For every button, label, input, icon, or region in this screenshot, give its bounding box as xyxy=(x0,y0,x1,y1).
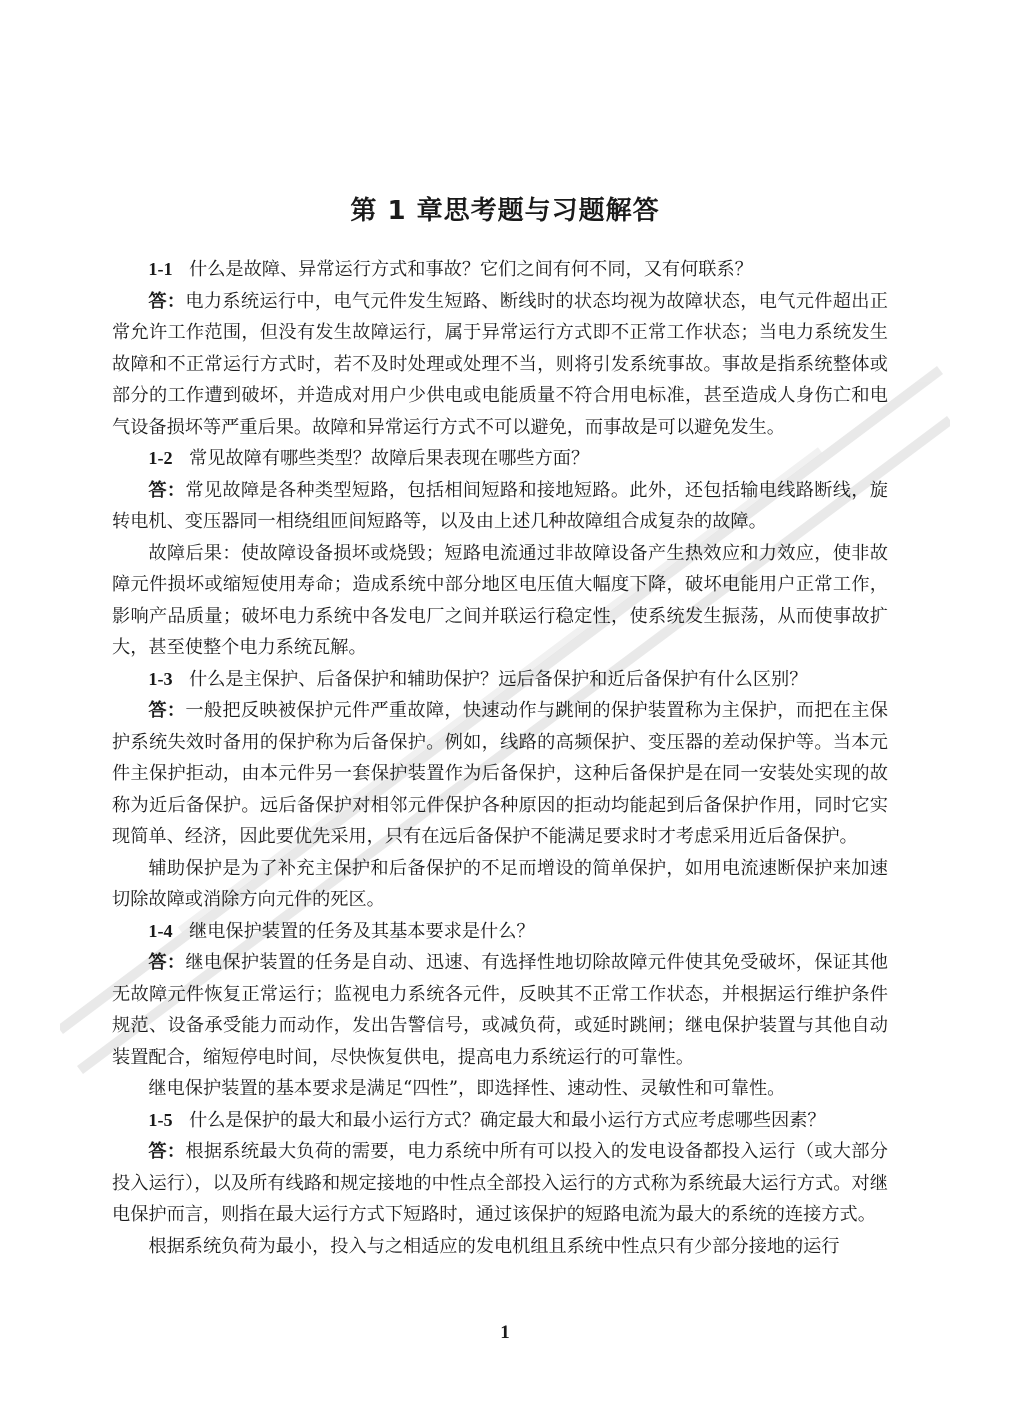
question-text: 什么是故障、异常运行方式和事故？它们之间有何不同，又有何联系？ xyxy=(189,259,753,280)
answer-label: 答： xyxy=(148,952,186,973)
answer-text: 一般把反映被保护元件严重故障，快速动作与跳闸的保护装置称为主保护，而把在主保护系统失效时备用的保护称为后备保护。例如，线路的高频保护、变压器的差动保护等。当本元件主保护拒动，由本元件另一套保护装置作为后备保护，这种后备保护是在同一安装处实现的故称为近后备保护。远后备保护对相邻元件保护各种原因的拒动均能起到后备保护作用，同时它实现简单、经济，因此要优先采用，只有在远后备保护不能满足要求时才考虑采用近后备保护。 xyxy=(112,700,888,847)
question-1-1 xyxy=(112,254,888,286)
question-number: 1-3 xyxy=(148,668,173,689)
answer-1-1 xyxy=(112,286,888,444)
question-1-2 xyxy=(112,443,888,475)
question-1-3 xyxy=(112,664,888,696)
chapter-title: 第 1 章思考题与习题解答 xyxy=(350,196,660,226)
answer-text: 根据系统最大负荷的需要，电力系统中所有可以投入的发电设备都投入运行（或大部分投入运行），以及所有线路和规定接地的中性点全部投入运行的方式称为系统最大运行方式。对继电保护而言，则指在最大运行方式下短路时，通过该保护的短路电流为最大的系统的连接方式。 xyxy=(112,1141,888,1225)
question-1-4 xyxy=(112,916,888,948)
question-number: 1-4 xyxy=(148,920,173,941)
paragraph: 辅助保护是为了补充主保护和后备保护的不足而增设的简单保护，如用电流速断保护来加速切除故障或消除方向元件的死区。 xyxy=(112,857,888,910)
question-number: 1-2 xyxy=(148,448,173,468)
answer-label: 答： xyxy=(148,1141,186,1162)
answer-text: 常见故障是各种类型短路，包括相间短路和接地短路。此外，还包括输电线路断线，旋转电机、变压器同一相绕组匝间短路等，以及由上述几种故障组合成复杂的故障。 xyxy=(112,479,888,532)
paragraph: 故障后果：使故障设备损坏或烧毁；短路电流通过非故障设备产生热效应和力效应，使非故障元件损坏或缩短使用寿命；造成系统中部分地区电压值大幅度下降，破坏电能用户正常工作，影响产品质量；破坏电力系统中各发电厂之间并联运行稳定性，使系统发生振荡，从而使事故扩大，甚至使整个电力系统瓦解。 xyxy=(112,542,888,658)
question-text: 什么是保护的最大和最小运行方式？确定最大和最小运行方式应考虑哪些因素？ xyxy=(189,1109,826,1131)
answer-1-3 xyxy=(112,695,888,853)
paragraph: 继电保护装置的基本要求是满足“四性”，即选择性、速动性、灵敏性和可靠性。 xyxy=(148,1078,786,1099)
question-text: 常见故障有哪些类型？故障后果表现在哪些方面？ xyxy=(189,448,590,469)
answer-label: 答： xyxy=(148,479,186,501)
question-number: 1-5 xyxy=(148,1109,173,1130)
paragraph: 根据系统负荷为最小，投入与之相适应的发电机组且系统中性点只有少部分接地的运行 xyxy=(148,1235,840,1257)
answer-1-5 xyxy=(112,1136,888,1231)
page-number: 1 xyxy=(500,1322,510,1343)
answer-1-4 xyxy=(112,947,888,1073)
answer-text: 电力系统运行中，电气元件发生短路、断线时的状态均视为故障状态，电气元件超出正常允许工作范围，但没有发生故障运行，属于异常运行方式即不正常工作状态；当电力系统发生故障和不正常运行方式时，若不及时处理或处理不当，则将引发系统事故。事故是指系统整体或部分的工作遭到破坏，并造成对用户少供电或电能质量不符合用电标准，甚至造成人身伤亡和电气设备损坏等严重后果。故障和异常运行方式不可以避免，而事故是可以避免发生。 xyxy=(112,290,888,438)
question-number: 1-1 xyxy=(148,259,173,279)
content-body xyxy=(112,254,888,1262)
answer-text: 继电保护装置的任务是自动、迅速、有选择性地切除故障元件使其免受破坏，保证其他无故障元件恢复正常运行；监视电力系统各元件，反映其不正常工作状态，并根据运行维护条件规范、设备承受能力而动作，发出告警信号，或减负荷，或延时跳闸；继电保护装置与其他自动装置配合，缩短停电时间，尽快恢复供电，提高电力系统运行的可靠性。 xyxy=(112,952,888,1068)
answer-label: 答： xyxy=(148,290,186,312)
question-text: 什么是主保护、后备保护和辅助保护？远后备保护和近后备保护有什么区别？ xyxy=(189,668,808,690)
question-1-5 xyxy=(112,1105,888,1137)
answer-1-2 xyxy=(112,475,888,538)
answer-label: 答： xyxy=(148,700,186,721)
question-text: 继电保护装置的任务及其基本要求是什么？ xyxy=(189,920,535,942)
